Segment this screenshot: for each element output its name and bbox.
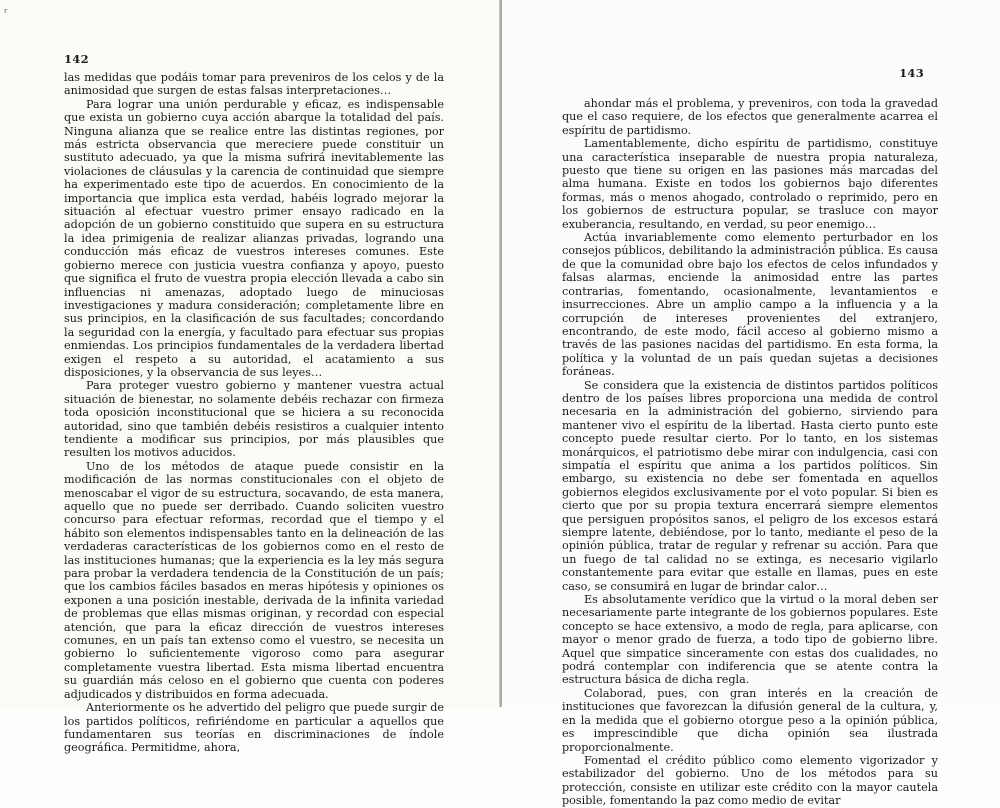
paragraph: Colaborad, pues, con gran interés en la creación de instituciones que favorezcan la difusión general de la cultura, y, en la medida que el gobierno otorgue peso a la opinión pública, es imprescindible que dicha opinión sea ilustrada proporcionalmente. bbox=[562, 686, 938, 754]
paragraph: Es absolutamente verídico que la virtud o la moral deben ser necesariamente parte integrante de los gobiernos populares. Este concepto se hace extensivo, a modo de regla, para aplicarse, con mayor o menor grado de fuerza, a todo tipo de gobierno libre. Aquel que simpatice sinceramente con estas dos cualidades, no podrá contemplar con indiferencia que se atente contra la estructura básica de dicha regla. bbox=[562, 593, 938, 687]
paragraph: Fomentad el crédito público como elemento vigorizador y estabilizador del gobierno. Uno de los métodos para su protección, consiste en utilizar este crédito con la mayor cautela posible, fomentando la paz como medio de evitar bbox=[562, 753, 938, 808]
corner-mark: ʳ bbox=[4, 6, 8, 19]
page-number-left: 142 bbox=[64, 52, 89, 66]
page-number-right: 143 bbox=[899, 66, 924, 80]
paragraph: Uno de los métodos de ataque puede consistir en la modificación de las normas constitucionales con el objeto de menoscabar el vigor de su estructura, socavando, de esta manera, aquello que no puede ser derribado. Cuando soliciten vuestro concurso para efectuar reformas, recordad que el tiempo y el hábito son elementos indispensables tanto en la delineación de las verdaderas características de los gobiernos como en el resto de las instituciones humanas; que la experiencia es la ley más segura para probar la verdadera tendencia de la Constitución de un país; que los cambios fáciles basados en meras hipótesis y opiniones os exponen a una posición inestable, derivada de la infinita variedad de problemas que ellas mismas originan, y recordad con especial atención, que para la eficaz dirección de vuestros intereses comunes, en un país tan extenso como el vuestro, se necesita un gobierno lo suficientemente vigoroso como para asegurar completamente vuestra libertad. Esta misma libertad encuentra su guardián más celoso en el gobierno que cuenta con poderes adjudicados y distribuidos en forma adecuada. bbox=[64, 459, 444, 701]
paragraph: Se considera que la existencia de distintos partidos políticos dentro de los países libres proporciona una medida de control necesaria en la administración del gobierno, sirviendo para mantener vivo el espíritu de la libertad. Hasta cierto punto este concepto puede resultar cierto. Por lo tanto, en los sistemas monárquicos, el patriotismo debe mirar con indulgencia, casi con simpatía el espíritu que anima a los partidos políticos. Sin embargo, su existencia no debe ser fomentada en aquellos gobiernos elegidos exclusivamente por el voto popular. Si bien es cierto que por su propia textura encerrará siempre elementos que persiguen propósitos sanos, el peligro de los excesos estará siempre latente, debiéndose, por lo tanto, mediante el peso de la opinión pública, tratar de regular y refrenar su acción. Para que un fuego de tal calidad no se extinga, es necesario vigilarlo constantemente para evitar que estalle en llamas, pues en este caso, se consumirá en lugar de brindar calor… bbox=[562, 378, 938, 593]
paragraph: Actúa invariablemente como elemento perturbador en los consejos públicos, debilitando la administración pública. Es causa de que la comunidad obre bajo los efectos de celos infundados y falsas alarmas, enciende la animosidad entre las partes contrarias, fomentando, ocasionalmente, levantamientos e insurrecciones. Abre un amplio campo a la influencia y a la corrupción de intereses provenientes del extranjero, encontrando, de este modo, fácil acceso al gobierno mismo a través de las pasiones nacidas del partidismo. En esta forma, la política y la voluntad de un país quedan sujetas a decisiones foráneas. bbox=[562, 231, 938, 379]
right-page bbox=[502, 0, 1000, 808]
right-page-text bbox=[562, 97, 938, 808]
left-page-text bbox=[64, 71, 444, 755]
paragraph: las medidas que podáis tomar para preveniros de los celos y de la animosidad que surgen de estas falsas interpretaciones… bbox=[64, 71, 444, 98]
paragraph: Lamentablemente, dicho espíritu de partidismo, constituye una característica inseparable de nuestra propia naturaleza, puesto que tiene su origen en las pasiones más marcadas del alma humana. Existe en todos los gobiernos bajo diferentes formas, más o menos ahogado, controlado o reprimido, pero en los gobiernos de estructura popular, se trasluce con mayor exuberancia, resultando, en verdad, su peor enemigo… bbox=[562, 137, 938, 231]
paragraph: Anteriormente os he advertido del peligro que puede surgir de los partidos políticos, refiriéndome en particular a aquellos que fundamentaren sus teorías en discriminaciones de índole geográfica. Permitidme, ahora, bbox=[64, 701, 444, 755]
paragraph: Para proteger vuestro gobierno y mantener vuestra actual situación de bienestar, no solamente debéis rechazar con firmeza toda oposición inconstitucional que se hiciera a su reconocida autoridad, sino que también debéis resistiros a cualquier intento tendiente a modificar sus principios, por más plausibles que resulten los motivos aducidos. bbox=[64, 379, 444, 460]
paragraph: ahondar más el problema, y preveniros, con toda la gravedad que el caso requiere, de los efectos que generalmente acarrea el espíritu de partidismo. bbox=[562, 97, 938, 137]
paragraph: Para lograr una unión perdurable y eficaz, es indispensable que exista un gobierno cuya acción abarque la totalidad del país. Ninguna alianza que se realice entre las distintas regiones, por más estricta observancia que mereciere puede constituir un sustituto adecuado, ya que la misma sufrirá inevitablemente las violaciones de cláusulas y la carencia de continuidad que siempre ha experimentado este tipo de acuerdos. En conocimiento de la importancia que implica esta verdad, habéis logrado mejorar la situación al efectuar vuestro primer ensayo radicado en la adopción de un gobierno constituido que supera en su estructura la idea primigenia de realizar alianzas privadas, logrando una conducción más eficaz de vuestros intereses comunes. Este gobierno merece con justicia vuestra confianza y apoyo, puesto que significa el fruto de vuestra propia elección llevada a cabo sin influencias ni amenazas, adoptado luego de minuciosas investigaciones y madura consideración; completamente libre en sus principios, en la clasificación de sus facultades; concordando la seguridad con la energía, y facultado para efectuar sus propias enmiendas. Los principios fundamentales de la verdadera libertad exigen el respeto a su autoridad, el acatamiento a sus disposiciones, y la observancia de sus leyes… bbox=[64, 97, 444, 379]
left-page bbox=[0, 0, 500, 755]
